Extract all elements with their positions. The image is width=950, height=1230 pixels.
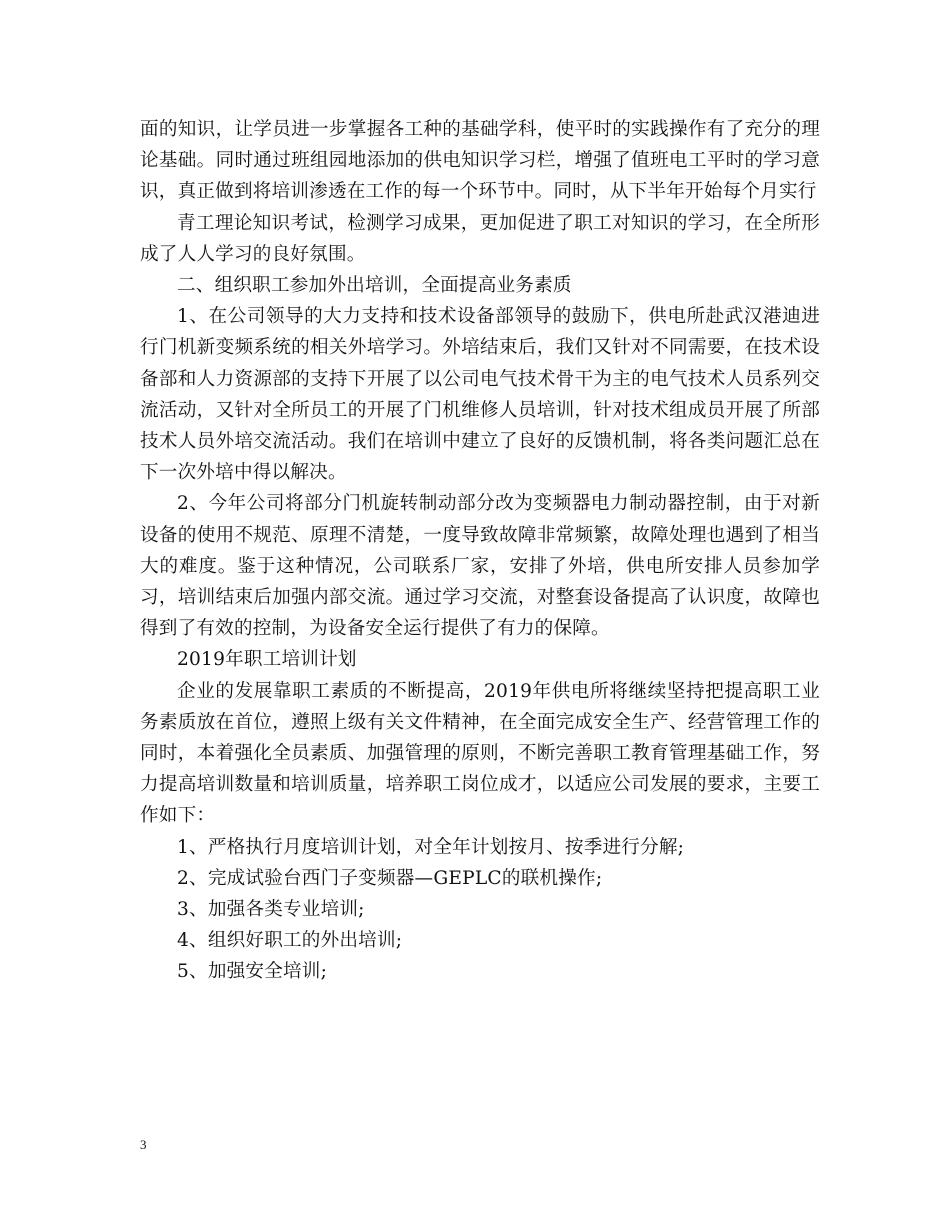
paragraph-item-1-wuhan-training: 1、在公司领导的大力支持和技术设备部领导的鼓励下，供电所赴武汉港迪进行门机新变频系统的相关外培学习。外培结束后，我们又针对不同需要，在技术设备部和人力资源部的支持下开展了以公司电气技术骨干为主的电气技术人员系列交流活动，又针对全所员工的开展了门机维修人员培训，针对技术组成员开展了所部技术人员外培交流活动。我们在培训中建立了良好的反馈机制，将各类问题汇总在下一次外培中得以解决。 — [140, 306, 820, 484]
section-heading-external-training: 二、组织职工参加外出培训，全面提高业务素质 — [177, 275, 572, 297]
plan-list-item-1: 1、严格执行月度培训计划，对全年计划按月、按季进行分解; — [177, 836, 685, 858]
paragraph-continued-knowledge: 面的知识，让学员进一步掌握各工种的基础学科，使平时的实践操作有了充分的理论基础。同时通过班组园地添加的供电知识学习栏，增强了值班电工平时的学习意识，真正做到将培训渗透在工作的每一个环节中。同时，从下半年开始每个月实行 — [140, 119, 820, 203]
heading-2019-training-plan: 2019年职工培训计划 — [177, 649, 357, 671]
page-number: 3 — [140, 1137, 147, 1152]
paragraph-theory-exam: 青工理论知识考试，检测学习成果，更加促进了职工对知识的学习，在全所形成了人人学习的良好氛围。 — [140, 212, 820, 265]
plan-list-item-4: 4、组织好职工的外出培训; — [177, 930, 403, 952]
plan-list-item-3: 3、加强各类专业培训; — [177, 899, 365, 921]
plan-list-item-5: 5、加强安全培训; — [177, 961, 328, 983]
plan-list-item-2: 2、完成试验台西门子变频器—GEPLC的联机操作; — [177, 867, 603, 889]
paragraph-plan-intro: 企业的发展靠职工素质的不断提高，2019年供电所将继续坚持把提高职工业务素质放在首位，遵照上级有关文件精神，在全面完成安全生产、经营管理工作的同时，本着强化全员素质、加强管理的原则，不断完善职工教育管理基础工作，努力提高培训数量和培训质量，培养职工岗位成才，以适应公司发展的要求，主要工作如下： — [140, 680, 820, 827]
document-body — [140, 114, 820, 988]
paragraph-item-2-inverter-brake: 2、今年公司将部分门机旋转制动部分改为变频器电力制动器控制，由于对新设备的使用不规范、原理不清楚，一度导致故障非常频繁，故障处理也遇到了相当大的难度。鉴于这种情况，公司联系厂家，安排了外培，供电所安排人员参加学习，培训结束后加强内部交流。通过学习交流，对整套设备提高了认识度，故障也得到了有效的控制，为设备安全运行提供了有力的保障。 — [140, 493, 820, 640]
